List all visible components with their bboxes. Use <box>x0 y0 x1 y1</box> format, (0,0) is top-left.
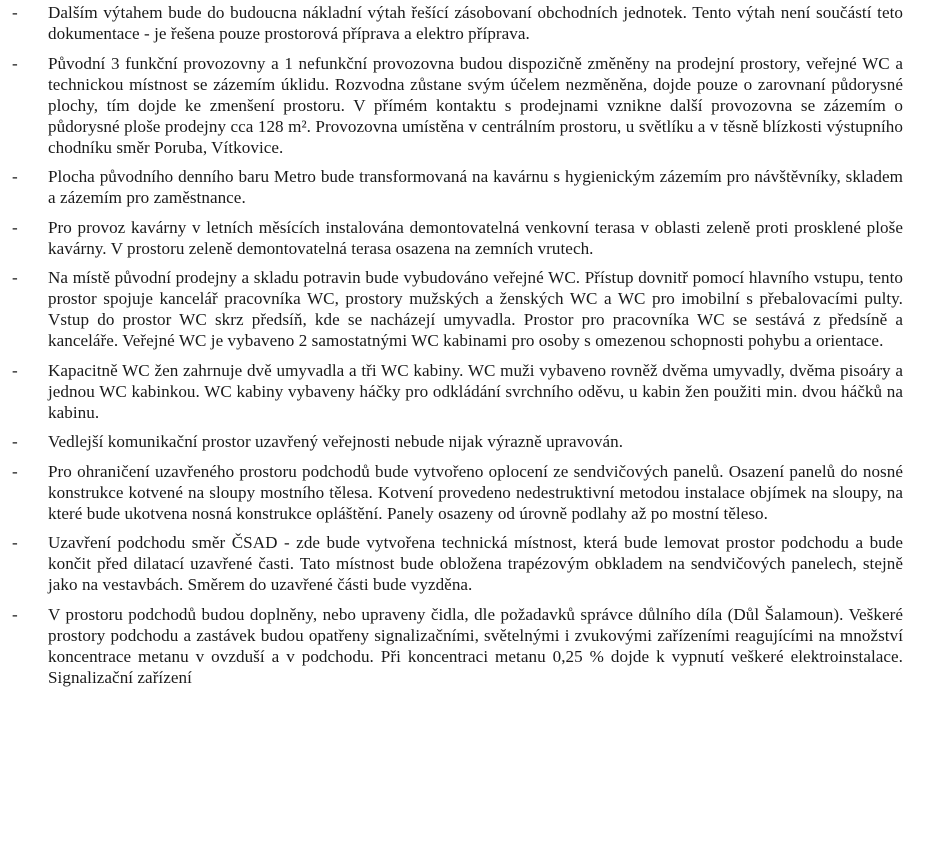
list-item-text <box>48 2 903 44</box>
paragraph: Dalším výtahem bude do budoucna nákladní výtah řešící zásobovaní obchodních jednotek. Tento výtah není součástí teto dokumentace - je řešena pouze prostorová příprava a elektro příprava. <box>48 3 903 43</box>
list-item <box>0 166 925 208</box>
list-bullet: - <box>12 3 18 22</box>
list-item <box>0 532 925 595</box>
list-item-text <box>48 360 903 423</box>
paragraph: Kapacitně WC žen zahrnuje dvě umyvadla a tři WC kabiny. WC muži vybaveno rovněž dvěma umyvadly, dvěma pisoáry a jednou WC kabinkou. WC kabiny vybaveny háčky pro odkládání svrchního oděvu, u kabin žen použiti min. dvou háčků na kabinu. <box>48 360 903 422</box>
list-item <box>0 53 925 158</box>
list-bullet: - <box>12 167 18 186</box>
paragraph: Původní 3 funkční provozovny a 1 nefunkční provozovna budou dispozičně změněny na prodejní prostory, veřejné WC a technickou místnost se zázemím úklidu. Rozvodna zůstane svým účelem nezměněna, dojde pouze o zarovnaní půdorysné plochy, tím dojde ke zmenšení prostoru. V přímém kontaktu s prodejnami vznikne další provozovna se zázemím o půdorysné ploše prodejny cca 128 m². Provozovna umístěna v centrálním prostoru, u světlíku a v těsně blízkosti výstupního chodníku směr Poruba, Vítkovice. <box>48 53 903 157</box>
list-bullet: - <box>12 360 18 380</box>
paragraph: Vedlejší komunikační prostor uzavřený veřejnosti nebude nijak výrazně upravován. <box>48 432 624 451</box>
list-item-text <box>48 431 903 452</box>
paragraph: Uzavření podchodu směr ČSAD - zde bude vytvořena technická místnost, která bude lemovat prostor podchodu a bude končit před dilatací uzavřené časti. Tato místnost bude obložena trapézovým obkladem na sendvičových panelech, stejně jako na vestavbách. Směrem do uzavřené části bude vyzděna. <box>48 533 903 594</box>
list-bullet: - <box>12 432 18 451</box>
list-item-text <box>48 461 903 524</box>
list-bullet: - <box>12 461 18 481</box>
list-item <box>0 360 925 423</box>
paragraph: Pro ohraničení uzavřeného prostoru podchodů bude vytvořeno oplocení ze sendvičových panelů. Osazení panelů do nosné konstrukce kotvené na sloupy mostního tělesa. Kotvení provedeno nedestruktivní metodou instalace objímek na sloupy, na které bude ukotvena nosná konstrukce opláštění. Panely osazeny od úrovně podlahy až po mostní těleso. <box>48 461 903 523</box>
list-item <box>0 217 925 259</box>
list-bullet: - <box>12 53 18 73</box>
list-bullet: - <box>12 217 18 237</box>
list-item-text <box>48 166 903 208</box>
list-bullet: - <box>12 268 18 287</box>
list-item <box>0 604 925 688</box>
list-item-text <box>48 267 903 351</box>
list-bullet: - <box>12 604 18 624</box>
list-item-text <box>48 53 903 158</box>
list-item-text <box>48 604 903 688</box>
list-item <box>0 431 925 452</box>
list-item <box>0 2 925 44</box>
document-body <box>0 2 925 696</box>
list-item <box>0 461 925 524</box>
paragraph: Plocha původního denního baru Metro bude transformovaná na kavárnu s hygienickým zázemím pro návštěvníky, skladem a zázemím pro zaměstnance. <box>48 167 903 207</box>
list-item-text <box>48 532 903 595</box>
list-item-text <box>48 217 903 259</box>
paragraph: Pro provoz kavárny v letních měsících instalována demontovatelná venkovní terasa v oblasti zeleně proti prosklené ploše kavárny. V prostoru zeleně demontovatelná terasa osazena na zemních vrutech. <box>48 217 903 258</box>
list-item <box>0 267 925 351</box>
paragraph: V prostoru podchodů budou doplněny, nebo upraveny čidla, dle požadavků správce důlního díla (Důl Šalamoun). Veškeré prostory podchodu a zastávek budou opatřeny signalizačními, světelnými i zvukovými zařízeními reagujícími na množství koncentrace metanu v ovzduší a v podchodu. Při koncentraci metanu 0,25 % dojde k vypnutí veškeré elektroinstalace. Signalizační zařízení <box>48 604 903 687</box>
paragraph: Na místě původní prodejny a skladu potravin bude vybudováno veřejné WC. Přístup dovnitř pomocí hlavního vstupu, tento prostor spojuje kancelář pracovníka WC, prostory mužských a ženských WC a WC pro imobilní s přebalovacími pulty. Vstup do prostor WC skrz předsíň, kde se nacházejí umyvadla. Prostor pro pracovníka WC se sestává z předsíně a kanceláře. Veřejné WC je vybaveno 2 samostatnými WC kabinami pro osoby s omezenou schopnosti pohybu a orientace. <box>48 268 903 350</box>
list-bullet: - <box>12 533 18 552</box>
